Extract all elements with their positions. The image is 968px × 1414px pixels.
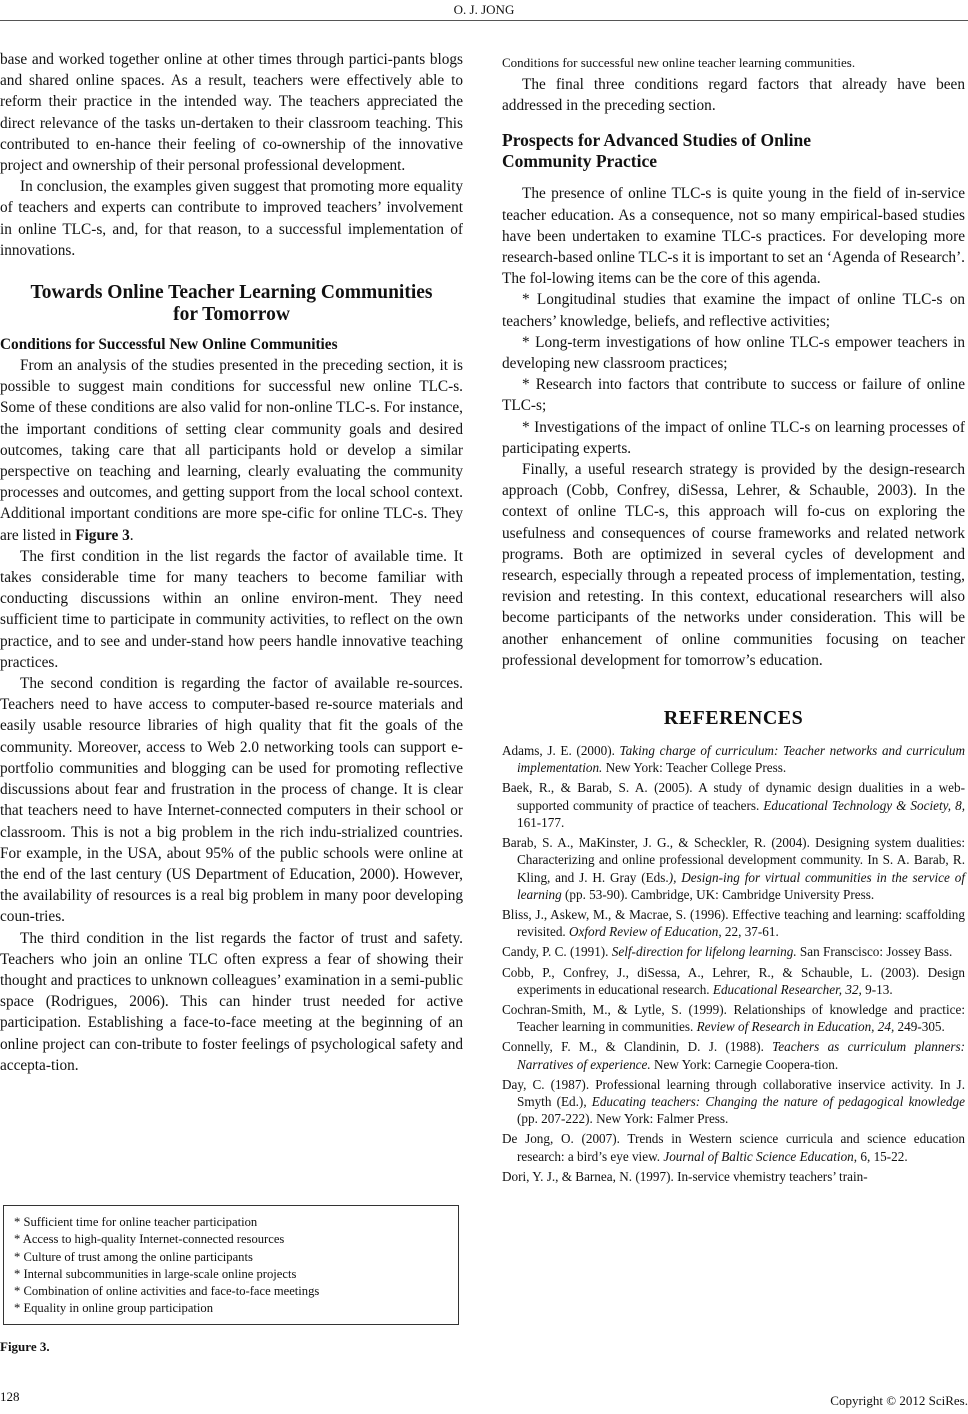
reference-text: New York: Teacher College Press. bbox=[602, 760, 787, 776]
reference-text: (pp. 207-222). New York: Falmer Press. bbox=[517, 1111, 729, 1127]
reference-title: Educational Technology & Society, 8, bbox=[763, 797, 965, 813]
paragraph: In conclusion, the examples given suggest that promoting more equality of teachers and experts can contribute to improved teachers’ involvement in online TLC-s, and, for that reason, to a successful implementation of innovations. bbox=[0, 178, 463, 259]
references-title: REFERENCES bbox=[663, 707, 804, 730]
figure-item: * Internal subcommunities in large-scale online projects bbox=[14, 1266, 297, 1281]
agenda-item: * Longitudinal studies that examine the impact of online TLC-s on teachers’ knowledge, beliefs, and reflective activities; bbox=[502, 291, 965, 330]
reference-text: Adams, J. E. (2000). bbox=[502, 743, 620, 759]
section-title-line-2: Community Practice bbox=[502, 151, 658, 172]
reference-text: Dori, Y. J., & Barnea, N. (1997). In-service vhemistry teachers’ train- bbox=[502, 1168, 868, 1184]
section-title-line-1: Towards Online Teacher Learning Communities bbox=[30, 282, 433, 304]
subsection-title: Conditions for Successful New Online Communities bbox=[0, 336, 338, 354]
reference-title: Self-direction for lifelong learning. bbox=[611, 944, 797, 960]
reference-title: Review of Research in Education, 24, bbox=[696, 1019, 895, 1035]
paragraph bbox=[0, 355, 463, 546]
reference-title: Taking charge of curriculum: Teacher networks and curriculum implementation. bbox=[517, 743, 965, 776]
paragraph-text: From an analysis of the studies presented in the preceding section, it is possible to suggest main conditions for successful new online TLC-s. Some of these conditions are also valid for non-online TLC-s. For instance, the important conditions of setting clear community goals and desired outcomes, taking care that all participants hold or develop a similar perspective on teaching and learning, clearly evaluating the community processes and outcomes, and getting support from the local school context. Additional important conditions are more spe-cific for online TLC-s. They are listed in bbox=[0, 357, 463, 544]
reference-entry bbox=[502, 779, 965, 831]
reference-title: Teachers as curriculum planners: Narratives of experience. bbox=[517, 1039, 965, 1072]
paragraph: The third condition in the list regards the factor of trust and safety. Teachers who join an online TLC often express a fear of showing their thought and practices to unknown colleagues’ examination in a semi-public space (Rodrigues, 2006). This can hinder trust needed for active participation. Establishing a face-to-face meeting at the beginning of an online project can con-tribute to foster feelings of psychological safety and accepta-tion. bbox=[0, 929, 463, 1074]
reference-title: Journal of Baltic Science Education bbox=[663, 1148, 854, 1164]
reference-title: Educational Researcher, 32, bbox=[712, 981, 862, 997]
paragraph: The final three conditions regard factors that already have been addressed in the preceding section. bbox=[502, 76, 965, 115]
reference-title: Educating teachers: Changing the nature of pedagogical knowledge bbox=[591, 1093, 965, 1109]
reference-text: 9-13. bbox=[861, 981, 893, 997]
paragraph: Finally, a useful research strategy is provided by the design-research approach (Cobb, Confrey, diSessa, Lehrer, & Schauble, 2003). In the context of online TLC-s, this approach will fo-cus on exploring the usefulness and consequences of course frameworks and related network programs. Both are optimized in several cycles of development and research, especially through a repeated process of implementation, testing, revision and retesting. In this context, educational researchers will also become participants of the networks under consideration. This will be another enhancement of online communities focusing on teacher professional development for tomorrow’s education. bbox=[502, 461, 965, 669]
paragraph: base and worked together online at other times through partici-pants blogs and shared online spaces. As a result, teachers were effectively able to reform their practice in the intended way. The teachers appreciated the direct relevance of the tasks un-dertaken to their classroom teaching. This contributed to en-hance their feeling of co-ownership of the innovative project and ownership of their personal professional development. bbox=[0, 51, 463, 175]
header-rule bbox=[0, 20, 968, 21]
section-title bbox=[502, 130, 965, 172]
reference-text: San Franscisco: Jossey Bass. bbox=[796, 944, 953, 960]
reference-text: , 6, 15-22. bbox=[853, 1148, 908, 1164]
figure-item: * Equality in online group participation bbox=[14, 1301, 214, 1316]
section-title bbox=[0, 282, 463, 326]
paragraph: The second condition is regarding the factor of available re-sources. Teachers need to have access to computer-based re-source materials and easily usable resource libraries of high quality that fit the goals of the community. Moreover, access to Web 2.0 networking tools can support e-portfolio communities and blogging can be used for promoting reflective discussions about fear and frustration in the process of change. It is clear that teachers need to have Internet-connected computers in their school or classroom. This is not a big problem in the rich indu-strialized countries. For example, in the USA, about 95% of the public schools were online at the end of the last century (US Department of Education, 2000). However, the availability of resources is a real big problem in many poor developing coun-tries. bbox=[0, 675, 463, 926]
running-head: O. J. JONG bbox=[453, 2, 515, 17]
figure-caption: Figure 3. bbox=[0, 1339, 50, 1354]
section-title-line-2: for Tomorrow bbox=[173, 304, 290, 326]
agenda-item: * Long-term investigations of how online TLC-s empower teachers in developing new classroom practices; bbox=[502, 333, 965, 373]
reference-text: Day, C. (1987). Professional learning through collaborative inservice activity. In J. Smyth (Ed.), bbox=[502, 1076, 965, 1109]
reference-entry bbox=[502, 834, 965, 903]
reference-entry bbox=[502, 1130, 965, 1164]
reference-entry bbox=[502, 906, 965, 940]
agenda-item: * Investigations of the impact of online TLC-s on learning processes of participating experts. bbox=[502, 418, 965, 457]
figure-item: * Access to high-quality Internet-connected resources bbox=[14, 1232, 285, 1247]
paragraph-end: . bbox=[129, 526, 134, 544]
reference-entry bbox=[502, 1001, 965, 1035]
figure-box bbox=[3, 1205, 459, 1325]
reference-entry bbox=[502, 1038, 965, 1072]
left-column bbox=[0, 49, 463, 1076]
reference-text: 161-177. bbox=[517, 814, 565, 830]
reference-entry bbox=[502, 742, 965, 776]
agenda-item: * Research into factors that contribute to success or failure of online TLC-s; bbox=[502, 376, 965, 415]
reference-entry bbox=[502, 964, 965, 998]
figure-caption-continued: Conditions for successful new online teacher learning communities. bbox=[502, 55, 856, 70]
reference-text: , 22, 37-61. bbox=[718, 924, 779, 940]
reference-text: New York: Carnegie Coopera-tion. bbox=[650, 1056, 839, 1072]
reference-text: Candy, P. C. (1991). bbox=[502, 944, 612, 960]
reference-entry bbox=[502, 1168, 965, 1185]
references-list bbox=[502, 742, 965, 1185]
right-column bbox=[502, 54, 965, 1188]
section-title-line-1: Prospects for Advanced Studies of Online bbox=[502, 130, 812, 151]
reference-entry bbox=[502, 1076, 965, 1128]
copyright: Copyright © 2012 SciRes. bbox=[830, 1393, 968, 1408]
figure-item: * Culture of trust among the online participants bbox=[14, 1249, 253, 1264]
reference-title: Oxford Review of Education bbox=[569, 924, 719, 940]
paragraph: The presence of online TLC-s is quite young in the field of in-service teacher education. As a consequence, not so many empirical-based studies have been undertaken to examine TLC-s practices. For developing more research-based online TLC-s it is important to set an ‘Agenda of Research’. The fol-lowing items can be the core of this agenda. bbox=[502, 185, 965, 288]
reference-text: Barab, S. A., MaKinster, J. G., & Scheckler, R. (2004). Designing system dualities: Characterizing and online professional development community. In S. A. Barab, R. Kling, and J. H. Gray (Eds. bbox=[502, 835, 965, 885]
reference-text: Baek, R., & Barab, S. A. (2005). A study of dynamic design dualities in a web-supported community of practice of teachers. bbox=[502, 780, 965, 813]
figure-reference: Figure 3 bbox=[75, 526, 130, 544]
figure-item: * Combination of online activities and face-to-face meetings bbox=[14, 1284, 320, 1299]
figure-item: * Sufficient time for online teacher participation bbox=[14, 1215, 258, 1229]
reference-text: De Jong, O. (2007). Trends in Western science curricula and science education research: a bird’s eye view. bbox=[502, 1131, 965, 1164]
reference-text: Cochran-Smith, M., & Lytle, S. (1999). Relationships of knowledge and practice: Teacher learning in communities. bbox=[502, 1001, 965, 1035]
reference-entry bbox=[502, 943, 965, 960]
paragraph: The first condition in the list regards the factor of available time. It takes considerable time for many teachers to become familiar with conducting discussions within an online environ-ment. They need sufficient time to participate in community activities, to reflect on the own practice, and to see and under-stand how peers handle innovative teaching practices. bbox=[0, 547, 463, 671]
reference-text: Bliss, J., Askew, M., & Macrae, S. (1996). Effective teaching and learning: scaffolding revisited. bbox=[502, 906, 965, 940]
reference-text: Connelly, F. M., & Clandinin, D. J. (1988). bbox=[502, 1039, 773, 1055]
reference-title: ), Design-ing for virtual communities in the service of learning bbox=[517, 869, 965, 902]
reference-text: Cobb, P., Confrey, J., diSessa, A., Lehrer, R., & Schauble, L. (2003). Design experiments in educational research. bbox=[502, 964, 965, 997]
page-number: 128 bbox=[0, 1389, 20, 1404]
reference-text: (pp. 53-90). Cambridge, UK: Cambridge University Press. bbox=[561, 886, 875, 902]
reference-text: 249-305. bbox=[894, 1019, 945, 1035]
